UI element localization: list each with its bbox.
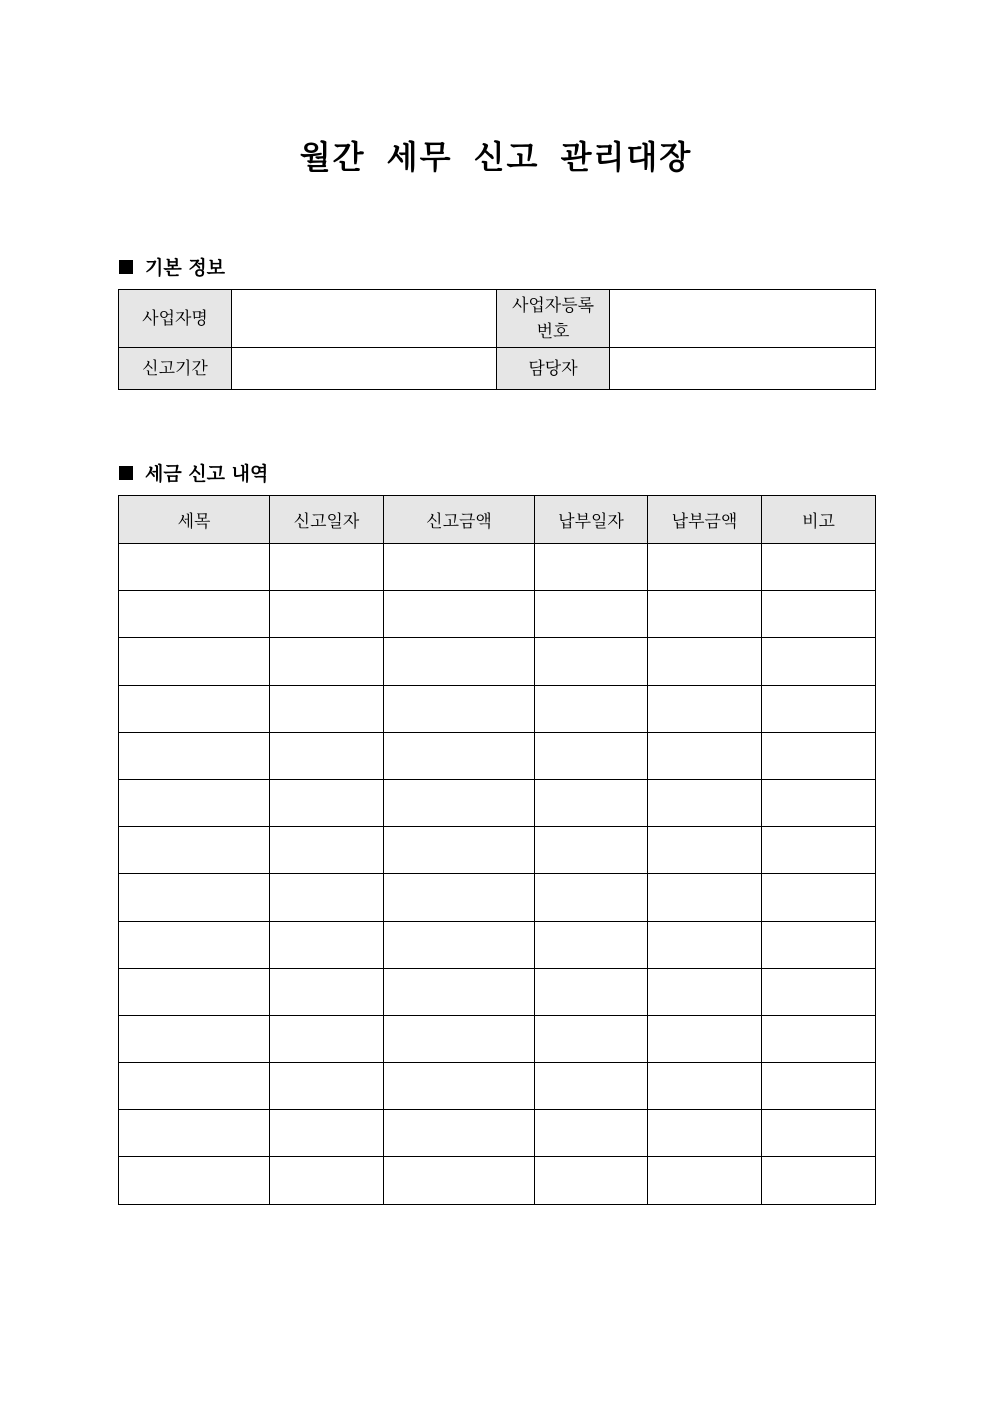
payment-date-cell[interactable]	[535, 968, 648, 1015]
business-name-label: 사업자명	[119, 290, 232, 348]
table-header-row	[119, 496, 876, 544]
remarks-cell[interactable]	[762, 827, 876, 874]
report-date-cell[interactable]	[270, 1063, 384, 1110]
table-row	[119, 779, 876, 826]
table-row	[119, 827, 876, 874]
payment-amount-cell[interactable]	[648, 732, 762, 779]
tax-item-cell[interactable]	[119, 1063, 270, 1110]
report-amount-cell[interactable]	[384, 968, 535, 1015]
business-reg-no-field[interactable]	[610, 290, 876, 348]
report-date-cell[interactable]	[270, 921, 384, 968]
report-amount-cell[interactable]	[384, 1157, 535, 1204]
table-row	[119, 1157, 876, 1204]
report-date-cell[interactable]	[270, 732, 384, 779]
tax-item-cell[interactable]	[119, 544, 270, 591]
payment-date-cell[interactable]	[535, 779, 648, 826]
basic-info-table	[118, 289, 876, 390]
tax-details-table	[118, 495, 876, 1205]
report-amount-cell[interactable]	[384, 1110, 535, 1157]
report-date-cell[interactable]	[270, 1015, 384, 1062]
payment-date-cell[interactable]	[535, 685, 648, 732]
tax-item-cell[interactable]	[119, 732, 270, 779]
payment-date-cell[interactable]	[535, 921, 648, 968]
report-amount-cell[interactable]	[384, 827, 535, 874]
payment-date-cell[interactable]	[535, 591, 648, 638]
column-header-report-amount: 신고금액	[384, 496, 535, 544]
payment-date-cell[interactable]	[535, 1157, 648, 1204]
business-name-field[interactable]	[232, 290, 497, 348]
tax-item-cell[interactable]	[119, 1157, 270, 1204]
table-row	[119, 1063, 876, 1110]
tax-item-cell[interactable]	[119, 827, 270, 874]
table-row	[119, 591, 876, 638]
payment-amount-cell[interactable]	[648, 1015, 762, 1062]
business-reg-no-label-line2: 번호	[536, 321, 570, 342]
business-reg-no-label-line1: 사업자등록	[511, 295, 595, 316]
remarks-cell[interactable]	[762, 732, 876, 779]
remarks-cell[interactable]	[762, 544, 876, 591]
page-title: 월간 세무 신고 관리대장	[299, 138, 693, 176]
table-row	[119, 1015, 876, 1062]
report-amount-cell[interactable]	[384, 638, 535, 685]
payment-date-cell[interactable]	[535, 874, 648, 921]
report-date-cell[interactable]	[270, 874, 384, 921]
section-heading-basic-info	[119, 253, 225, 280]
report-date-cell[interactable]	[270, 591, 384, 638]
payment-date-cell[interactable]	[535, 1015, 648, 1062]
remarks-cell[interactable]	[762, 638, 876, 685]
square-bullet-icon	[119, 260, 133, 274]
tax-item-cell[interactable]	[119, 591, 270, 638]
manager-label: 담당자	[497, 348, 610, 390]
tax-item-cell[interactable]	[119, 685, 270, 732]
remarks-cell[interactable]	[762, 921, 876, 968]
remarks-cell[interactable]	[762, 779, 876, 826]
table-row	[119, 1110, 876, 1157]
tax-item-cell[interactable]	[119, 968, 270, 1015]
table-row	[119, 968, 876, 1015]
payment-amount-cell[interactable]	[648, 685, 762, 732]
tax-item-cell[interactable]	[119, 874, 270, 921]
report-date-cell[interactable]	[270, 1110, 384, 1157]
report-date-cell[interactable]	[270, 779, 384, 826]
payment-amount-cell[interactable]	[648, 1157, 762, 1204]
payment-amount-cell[interactable]	[648, 638, 762, 685]
payment-amount-cell[interactable]	[648, 591, 762, 638]
payment-amount-cell[interactable]	[648, 1063, 762, 1110]
column-header-payment-date: 납부일자	[535, 496, 648, 544]
report-date-cell[interactable]	[270, 638, 384, 685]
table-row	[119, 685, 876, 732]
table-row	[119, 544, 876, 591]
business-reg-no-label	[497, 290, 610, 348]
column-header-payment-amount: 납부금액	[648, 496, 762, 544]
report-amount-cell[interactable]	[384, 1063, 535, 1110]
section-heading-label: 기본 정보	[145, 257, 226, 279]
column-header-remarks: 비고	[762, 496, 876, 544]
payment-amount-cell[interactable]	[648, 1110, 762, 1157]
tax-item-cell[interactable]	[119, 1110, 270, 1157]
remarks-cell[interactable]	[762, 1015, 876, 1062]
tax-item-cell[interactable]	[119, 779, 270, 826]
report-period-label: 신고기간	[119, 348, 232, 390]
section-heading-tax-details	[119, 459, 268, 486]
payment-date-cell[interactable]	[535, 638, 648, 685]
payment-amount-cell[interactable]	[648, 544, 762, 591]
report-amount-cell[interactable]	[384, 1015, 535, 1062]
tax-item-cell[interactable]	[119, 638, 270, 685]
table-row	[119, 921, 876, 968]
report-amount-cell[interactable]	[384, 591, 535, 638]
remarks-cell[interactable]	[762, 968, 876, 1015]
remarks-cell[interactable]	[762, 1157, 876, 1204]
payment-amount-cell[interactable]	[648, 921, 762, 968]
manager-field[interactable]	[610, 348, 876, 390]
section-heading-label: 세금 신고 내역	[145, 463, 269, 485]
report-date-cell[interactable]	[270, 1157, 384, 1204]
payment-date-cell[interactable]	[535, 827, 648, 874]
report-period-field[interactable]	[232, 348, 497, 390]
column-header-tax-item: 세목	[119, 496, 270, 544]
payment-date-cell[interactable]	[535, 1110, 648, 1157]
tax-item-cell[interactable]	[119, 921, 270, 968]
remarks-cell[interactable]	[762, 685, 876, 732]
table-row	[119, 638, 876, 685]
report-date-cell[interactable]	[270, 685, 384, 732]
remarks-cell[interactable]	[762, 591, 876, 638]
report-amount-cell[interactable]	[384, 779, 535, 826]
payment-amount-cell[interactable]	[648, 779, 762, 826]
column-header-report-date: 신고일자	[270, 496, 384, 544]
report-amount-cell[interactable]	[384, 874, 535, 921]
report-amount-cell[interactable]	[384, 685, 535, 732]
table-row	[119, 874, 876, 921]
tax-item-cell[interactable]	[119, 1015, 270, 1062]
report-amount-cell[interactable]	[384, 544, 535, 591]
payment-date-cell[interactable]	[535, 1063, 648, 1110]
payment-amount-cell[interactable]	[648, 968, 762, 1015]
payment-amount-cell[interactable]	[648, 827, 762, 874]
square-bullet-icon	[119, 466, 133, 480]
table-row	[119, 732, 876, 779]
remarks-cell[interactable]	[762, 1110, 876, 1157]
report-date-cell[interactable]	[270, 968, 384, 1015]
remarks-cell[interactable]	[762, 1063, 876, 1110]
payment-amount-cell[interactable]	[648, 874, 762, 921]
remarks-cell[interactable]	[762, 874, 876, 921]
payment-date-cell[interactable]	[535, 544, 648, 591]
payment-date-cell[interactable]	[535, 732, 648, 779]
report-amount-cell[interactable]	[384, 732, 535, 779]
report-date-cell[interactable]	[270, 827, 384, 874]
report-amount-cell[interactable]	[384, 921, 535, 968]
report-date-cell[interactable]	[270, 544, 384, 591]
